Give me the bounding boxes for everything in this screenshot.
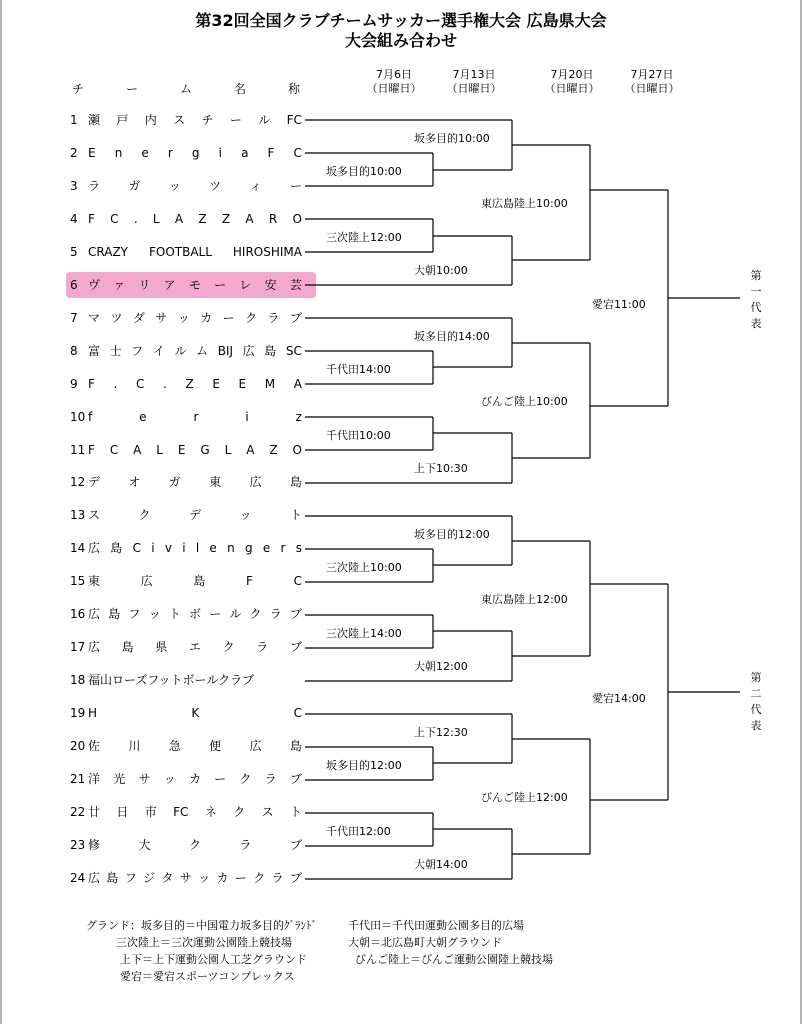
- team-name-part: F: [88, 443, 95, 457]
- day-label: （日曜日）: [446, 82, 502, 95]
- team-name-part: ル: [229, 607, 242, 621]
- match-label: 愛宕14:00: [592, 692, 646, 705]
- team-name-part: 瀬: [88, 113, 101, 127]
- team-name-part: ッ: [239, 508, 252, 522]
- rep-char: 第: [750, 269, 762, 282]
- rep-char: 二: [750, 687, 762, 700]
- day-label: （日曜日）: [544, 82, 600, 95]
- team-name-part: ー: [229, 113, 242, 127]
- team-name-part: A: [245, 212, 254, 226]
- date-label: 7月27日: [630, 68, 674, 81]
- team-name-part: .: [113, 377, 118, 391]
- team-name-part: e: [141, 146, 149, 160]
- team-name-part: L: [152, 212, 160, 226]
- match-label: 上下10:30: [414, 462, 468, 475]
- team-name-part: ッ: [177, 311, 190, 325]
- match-label: びんご陸上12:00: [481, 791, 568, 804]
- team-number: 7: [70, 311, 78, 325]
- team-name-part: ツ: [110, 311, 123, 325]
- team-name-part: O: [292, 212, 302, 226]
- team-name-part: ル: [258, 113, 271, 127]
- team-name-part: z: [295, 410, 302, 424]
- team-number: 19: [70, 706, 86, 720]
- team-name-part: マ: [88, 311, 101, 325]
- team-name-part: ス: [261, 805, 274, 819]
- team-name-part: ジ: [143, 871, 156, 885]
- team-name-part: 芸: [289, 278, 302, 292]
- team-name-part: サ: [155, 311, 168, 325]
- team-name-part: 島: [121, 640, 134, 654]
- team-name-part: r: [280, 541, 286, 555]
- team-name-part: BIJ: [217, 344, 234, 358]
- team-name-part: 廿: [88, 805, 101, 819]
- team-number: 4: [70, 212, 78, 226]
- match-label: 大朝10:00: [414, 264, 468, 277]
- team-name-part: ラ: [267, 311, 280, 325]
- team-name-part: ク: [233, 805, 246, 819]
- team-number: 2: [70, 146, 78, 160]
- rep-char: 代: [750, 703, 762, 716]
- match-label: 千代田12:00: [326, 825, 391, 838]
- team-name-part: C: [293, 706, 302, 720]
- team-name-part: ー: [222, 311, 235, 325]
- team-name-part: 広: [249, 739, 262, 753]
- team-name-part: 急: [168, 739, 181, 753]
- team-name-part: ラ: [256, 640, 269, 654]
- match-label: 三次陸上10:00: [326, 561, 402, 574]
- team-name-part: 修: [88, 838, 101, 852]
- team-name-part: F: [246, 574, 253, 588]
- team-name-part: i: [245, 410, 249, 424]
- team-name-part: ル: [174, 344, 187, 358]
- team-name-part: C: [293, 146, 302, 160]
- team-name-part: ク: [253, 871, 266, 885]
- team-name-part: ッ: [198, 871, 211, 885]
- team-name-part: イ: [152, 344, 165, 358]
- team-name-part: 広: [88, 541, 101, 555]
- team-name-part: エ: [188, 640, 201, 654]
- legend-line: 大朝＝北広島町大朝グラウンド: [348, 936, 502, 949]
- page-subtitle: 大会組み合わせ: [344, 31, 457, 50]
- team-name-part: A: [133, 443, 142, 457]
- team-name-part: .: [163, 377, 167, 391]
- team-name-part: 大: [138, 838, 151, 852]
- match-label: 東広島陸上10:00: [481, 197, 568, 210]
- team-name-part: ボ: [188, 607, 201, 621]
- team-name-part: 島: [264, 344, 277, 358]
- date-label: 7月13日: [452, 68, 496, 81]
- team-name-part: n: [227, 541, 235, 555]
- team-name-part: ツ: [209, 179, 222, 193]
- team-name-part: ラ: [239, 838, 252, 852]
- date-label: 7月20日: [550, 68, 594, 81]
- team-name-part: ム: [196, 344, 209, 358]
- team-number: 5: [70, 245, 78, 259]
- match-label: 大朝14:00: [414, 858, 468, 871]
- team-name-part: Z: [269, 443, 278, 457]
- team-name-part: O: [292, 443, 302, 457]
- match-label: 坂多目的10:00: [414, 132, 490, 145]
- team-name-part: v: [164, 541, 172, 555]
- team-name-part: FC: [286, 113, 302, 127]
- team-name-part: ネ: [204, 805, 217, 819]
- team-name-part: ブ: [289, 640, 302, 654]
- team-name-part: ッ: [168, 179, 181, 193]
- team-name-part: ァ: [113, 278, 126, 292]
- team-name-part: E: [238, 377, 247, 391]
- team-name-part: G: [200, 443, 210, 457]
- team-name-part: C: [110, 212, 119, 226]
- second-representative-label: [748, 670, 764, 734]
- team-name-part: フ: [124, 871, 137, 885]
- team-name-part: デ: [88, 475, 101, 489]
- team-name-part: H: [88, 706, 98, 720]
- match-label: 坂多目的10:00: [326, 165, 402, 178]
- team-name-part: ス: [88, 508, 101, 522]
- team-name-part: ト: [289, 508, 302, 522]
- day-label: （日曜日）: [624, 82, 680, 95]
- team-name-part: FOOTBALL: [148, 245, 212, 259]
- team-name-part: L: [224, 443, 232, 457]
- team-name-part: Z: [221, 212, 231, 226]
- team-name-part: a: [241, 146, 249, 160]
- match-label: 千代田10:00: [326, 429, 391, 442]
- rep-char: 第: [750, 671, 762, 684]
- team-name-part: CRAZY: [88, 245, 128, 259]
- team-name-part: F: [88, 377, 95, 391]
- team-name-part: ク: [188, 838, 201, 852]
- column-header-char: 称: [287, 82, 300, 96]
- team-number: 18: [70, 673, 86, 687]
- team-name-part: Z: [185, 377, 194, 391]
- team-name-part: K: [191, 706, 200, 720]
- team-name-part: A: [174, 212, 184, 226]
- match-label: びんご陸上10:00: [481, 395, 568, 408]
- team-name-part: r: [193, 410, 199, 424]
- team-name-part: ブ: [289, 607, 302, 621]
- team-name-part: E: [212, 377, 220, 391]
- team-name-part: 島: [193, 574, 206, 588]
- team-name-part: 県: [155, 640, 168, 654]
- team-name-part: ク: [222, 640, 235, 654]
- column-header-char: 名: [233, 82, 246, 96]
- legend-line: 千代田＝千代田運動公園多目的広場: [348, 919, 524, 932]
- team-name-part: A: [293, 377, 302, 391]
- team-name-part: ス: [173, 113, 186, 127]
- rep-char: 表: [750, 719, 762, 732]
- team-number: 11: [70, 443, 86, 457]
- team-name-part: ラ: [88, 179, 101, 193]
- legend-line: 上下＝上下運動公園人工芝グラウンド: [120, 953, 307, 966]
- team-number: 12: [70, 475, 86, 489]
- team-name-part: タ: [161, 871, 174, 885]
- day-label: （日曜日）: [366, 82, 422, 95]
- match-label: 千代田14:00: [326, 363, 391, 376]
- team-name-part: r: [167, 146, 173, 160]
- team-name-part: ー: [209, 607, 222, 621]
- match-label: 上下12:30: [414, 726, 468, 739]
- legend-line: グランド：坂多目的＝中国電力坂多目的ｸﾞﾗﾝﾄﾞ: [86, 919, 317, 932]
- team-number: 3: [70, 179, 78, 193]
- team-name-part: 広: [140, 574, 153, 588]
- team-name-part: R: [268, 212, 278, 226]
- match-label: 愛宕11:00: [592, 298, 646, 311]
- team-name-part: ブ: [289, 871, 302, 885]
- team-name-part: ー: [214, 278, 227, 292]
- team-number: 21: [70, 772, 86, 786]
- team-name-part: 東: [88, 574, 101, 588]
- team-name-part: 富: [88, 344, 101, 358]
- match-label: 三次陸上12:00: [326, 231, 402, 244]
- team-name-part: 東: [209, 475, 222, 489]
- team-name-part: n: [114, 146, 123, 160]
- team-name-part: ブ: [289, 838, 302, 852]
- team-name-part: SC: [285, 344, 302, 358]
- team-name-part: e: [209, 541, 217, 555]
- team-name-part: 安: [264, 278, 277, 292]
- team-name-part: 日: [116, 805, 129, 819]
- legend-line: 三次陸上＝三次運動公園陸上競技場: [116, 936, 292, 949]
- date-label: 7月6日: [376, 68, 412, 81]
- team-number: 9: [70, 377, 78, 391]
- team-name-part: 光: [113, 772, 126, 786]
- team-name-part: ガ: [168, 475, 181, 489]
- team-name-part: ィ: [249, 179, 262, 193]
- team-number: 1: [70, 113, 78, 127]
- team-number: 6: [70, 278, 78, 292]
- team-name-part: レ: [239, 278, 252, 292]
- team-name-part: ク: [249, 607, 262, 621]
- rep-char: 一: [750, 285, 762, 298]
- team-number: 22: [70, 805, 86, 819]
- team-name-part: モ: [188, 278, 201, 292]
- team-name-part: フ: [128, 607, 141, 621]
- team-name-part: ー: [234, 871, 247, 885]
- legend-line: びんご陸上＝びんご運動公園陸上競技場: [355, 953, 553, 966]
- column-header-char: ー: [125, 82, 138, 96]
- team-name-part: 戸: [116, 113, 129, 127]
- rep-char: 代: [750, 301, 762, 314]
- team-name-part: E: [88, 146, 96, 160]
- team-name-part: ッ: [163, 772, 176, 786]
- team-name-part: .: [133, 212, 138, 226]
- team-number: 24: [70, 871, 86, 885]
- team-name-part: カ: [188, 772, 201, 786]
- team-name-part: ト: [289, 805, 302, 819]
- team-name-part: フ: [131, 344, 144, 358]
- team-name-part: 島: [289, 739, 302, 753]
- team-name-part: ッ: [148, 607, 161, 621]
- team-name-part: e: [139, 410, 147, 424]
- team-name-part: リ: [138, 278, 151, 292]
- team-number: 10: [70, 410, 86, 424]
- team-name-part: 川: [128, 739, 141, 753]
- team-name-part: ガ: [128, 179, 141, 193]
- team-name-part: Z: [198, 212, 207, 226]
- team-name-part: 内: [144, 113, 157, 127]
- team-name-part: F: [267, 146, 275, 160]
- team-name-part: 島: [110, 541, 123, 555]
- team-name-part: HIROSHIMA: [232, 245, 302, 259]
- team-name-part: 佐: [88, 739, 101, 753]
- match-label: 大朝12:00: [414, 660, 468, 673]
- team-name-part: 広: [88, 607, 101, 621]
- team-number: 15: [70, 574, 86, 588]
- team-number: 8: [70, 344, 78, 358]
- team-number: 14: [70, 541, 86, 555]
- team-name-part: C: [132, 541, 141, 555]
- match-label: 坂多目的12:00: [326, 759, 402, 772]
- column-header-char: チ: [72, 82, 85, 96]
- team-name-part: サ: [138, 772, 151, 786]
- team-name-part: ダ: [132, 311, 145, 325]
- team-name-part: ー: [214, 772, 227, 786]
- legend-line: 愛宕＝愛宕スポーツコンプレックス: [120, 970, 295, 983]
- team-name-part: 洋: [88, 772, 101, 786]
- team-name-part: ア: [163, 278, 176, 292]
- team-name-part: C: [293, 574, 302, 588]
- team-name: 福山ローズフットボールクラブ: [88, 673, 255, 687]
- team-name-part: カ: [216, 871, 229, 885]
- team-name-part: ブ: [289, 311, 302, 325]
- team-name-part: i: [151, 541, 155, 555]
- team-name-part: ヴ: [88, 278, 101, 292]
- match-label: 坂多目的14:00: [414, 330, 490, 343]
- team-name-part: F: [88, 212, 95, 226]
- rep-char: 表: [750, 317, 762, 330]
- team-name-part: デ: [188, 508, 201, 522]
- team-name-part: E: [177, 443, 186, 457]
- team-name-part: A: [246, 443, 255, 457]
- team-name-part: オ: [128, 475, 141, 489]
- team-name-part: 便: [209, 739, 222, 753]
- team-name-part: 広: [249, 475, 262, 489]
- team-name-part: i: [218, 146, 222, 160]
- match-label: 三次陸上14:00: [326, 627, 402, 640]
- team-name-part: ラ: [269, 607, 282, 621]
- team-name-part: 士: [109, 344, 122, 358]
- team-number: 17: [70, 640, 86, 654]
- team-name-part: g: [244, 541, 253, 555]
- team-name-part: ク: [138, 508, 151, 522]
- team-number: 13: [70, 508, 86, 522]
- team-number: 20: [70, 739, 86, 753]
- team-name-part: 島: [289, 475, 302, 489]
- team-name-part: 広: [242, 344, 255, 358]
- team-name-part: M: [264, 377, 276, 391]
- first-representative-label: [748, 268, 764, 332]
- team-name-part: ー: [289, 179, 302, 193]
- team-name-part: 島: [106, 871, 119, 885]
- page-title: 第32回全国クラブチームサッカー選手権大会 広島県大会: [195, 11, 607, 30]
- team-name-part: s: [295, 541, 302, 555]
- team-name-part: ラ: [271, 871, 284, 885]
- team-name-part: L: [156, 443, 163, 457]
- team-name-part: C: [109, 443, 119, 457]
- team-name-part: チ: [201, 113, 214, 127]
- team-name-part: サ: [179, 871, 192, 885]
- team-name-part: ブ: [289, 772, 302, 786]
- team-name-part: C: [135, 377, 145, 391]
- match-label: 東広島陸上12:00: [481, 593, 568, 606]
- team-name-part: FC: [173, 805, 189, 819]
- team-name-part: ク: [239, 772, 252, 786]
- team-name-part: 広: [88, 640, 101, 654]
- team-name-part: e: [262, 541, 271, 555]
- team-name-part: カ: [200, 311, 213, 325]
- match-label: 坂多目的12:00: [414, 528, 490, 541]
- team-name-part: ラ: [264, 772, 277, 786]
- team-number: 23: [70, 838, 86, 852]
- team-name-part: 島: [108, 607, 121, 621]
- team-name-part: 市: [144, 805, 157, 819]
- team-name-part: ク: [245, 311, 258, 325]
- team-name-part: f: [88, 410, 93, 424]
- team-name-part: ト: [168, 607, 181, 621]
- team-name-part: g: [191, 146, 200, 160]
- team-name-part: l: [195, 541, 200, 555]
- team-name-part: i: [182, 541, 186, 555]
- column-header-char: ム: [179, 82, 192, 96]
- team-name-part: 広: [88, 871, 101, 885]
- team-number: 16: [70, 607, 86, 621]
